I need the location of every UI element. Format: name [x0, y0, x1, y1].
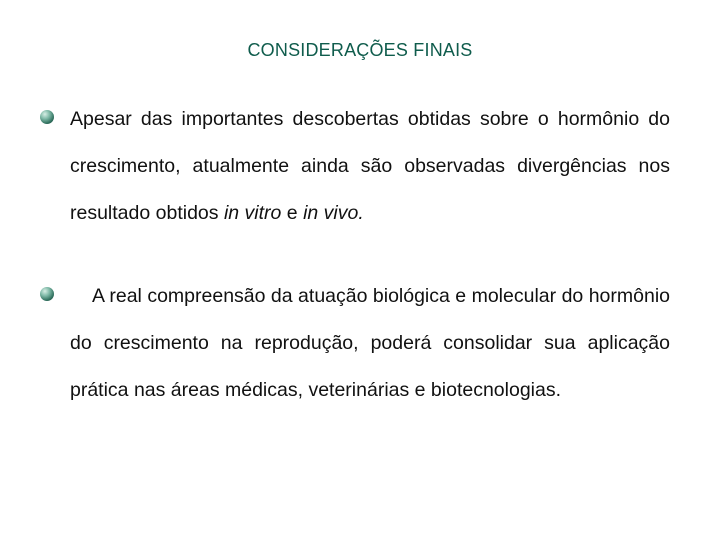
- bullet-1-text-b: e: [281, 202, 304, 224]
- bullet-paragraph-2: [70, 273, 670, 414]
- bullet-1-italic-in-vitro: in vitro: [223, 202, 282, 224]
- bullet-1-text-a: Apesar das importantes descobertas obtidas sobre o hormônio do crescimento, atualmente ainda são observadas divergências nos resultado obtidos: [70, 108, 670, 224]
- green-sphere-bullet-icon: [40, 287, 54, 301]
- slide-title: CONSIDERAÇÕES FINAIS: [247, 40, 473, 60]
- green-sphere-bullet-icon: [40, 110, 54, 124]
- bullet-paragraph-1: [70, 96, 670, 237]
- bullet-1-italic-in-vivo: in vivo.: [303, 202, 364, 224]
- bullet-2-text: A real compreensão da atuação biológica e molecular do hormônio do crescimento na reprodução, poderá consolidar sua aplicação prática nas áreas médicas, veterinárias e biotecnologias.: [70, 285, 670, 401]
